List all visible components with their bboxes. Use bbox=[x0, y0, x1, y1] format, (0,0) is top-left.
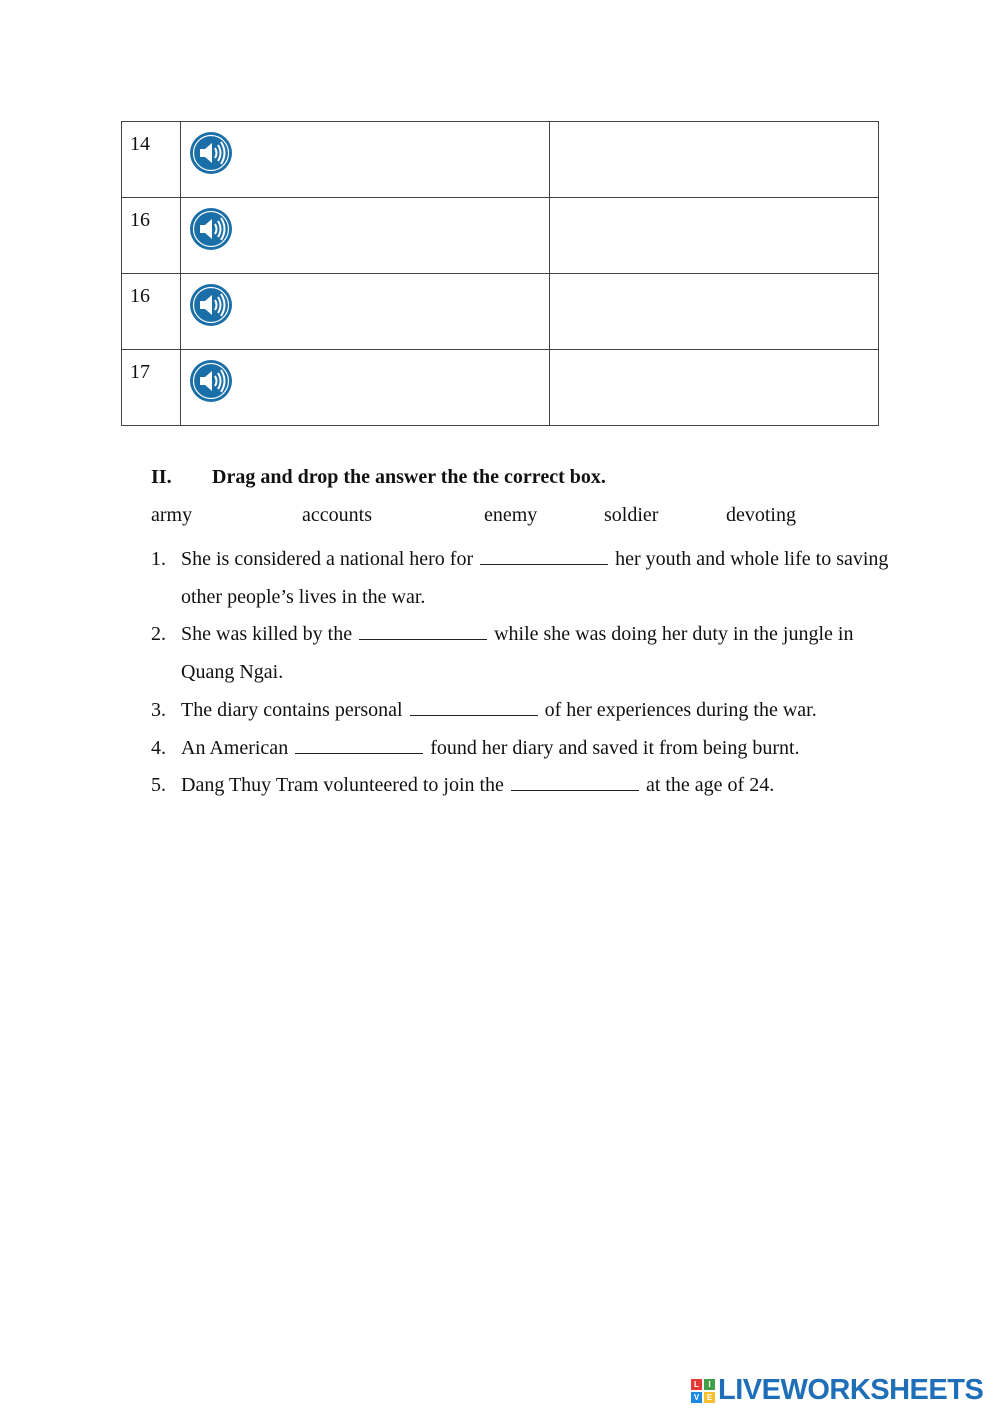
question-item bbox=[151, 692, 891, 730]
section-numeral: II. bbox=[151, 466, 172, 488]
question-text-after: while she was doing her duty in the jungle in Quang Ngai. bbox=[181, 623, 854, 684]
word-chip-enemy[interactable]: enemy bbox=[484, 504, 538, 526]
drop-blank[interactable] bbox=[511, 768, 639, 791]
question-text-after: of her experiences during the war. bbox=[544, 698, 817, 721]
word-chip-soldier[interactable]: soldier bbox=[604, 504, 659, 526]
logo-block: E bbox=[704, 1392, 715, 1403]
liveworksheets-logo bbox=[691, 1374, 983, 1407]
row-number: 17 bbox=[130, 361, 150, 383]
question-item bbox=[151, 616, 891, 691]
question-list bbox=[151, 541, 891, 805]
drop-blank[interactable] bbox=[480, 542, 608, 565]
word-chip-army[interactable]: army bbox=[151, 504, 193, 526]
word-bank bbox=[151, 504, 891, 534]
question-text-before: An American bbox=[181, 736, 289, 759]
answer-box[interactable] bbox=[550, 274, 879, 350]
word-chip-devoting[interactable]: devoting bbox=[726, 504, 796, 526]
speaker-icon[interactable] bbox=[189, 359, 233, 403]
drop-blank[interactable] bbox=[410, 693, 538, 716]
question-text-before: The diary contains personal bbox=[181, 698, 403, 721]
question-text-after: at the age of 24. bbox=[645, 774, 775, 797]
word-chip-accounts[interactable]: accounts bbox=[302, 504, 372, 526]
table-row bbox=[122, 350, 879, 426]
question-text-after: found her diary and saved it from being burnt. bbox=[430, 736, 800, 759]
logo-block: V bbox=[691, 1392, 702, 1403]
logo-blocks bbox=[691, 1379, 715, 1403]
speaker-icon[interactable] bbox=[189, 207, 233, 251]
listening-table bbox=[121, 121, 879, 426]
speaker-icon[interactable] bbox=[189, 131, 233, 175]
answer-box[interactable] bbox=[550, 198, 879, 274]
section-title bbox=[151, 466, 606, 489]
question-number: 4. bbox=[151, 736, 166, 759]
question-text-before: She is considered a national hero for bbox=[181, 548, 474, 570]
question-text-before: Dang Thuy Tram volunteered to join the bbox=[181, 774, 504, 797]
row-number: 16 bbox=[130, 209, 150, 231]
question-item bbox=[151, 767, 891, 805]
question-number: 1. bbox=[151, 548, 166, 570]
question-item bbox=[151, 541, 891, 616]
table-row bbox=[122, 122, 879, 198]
question-item bbox=[151, 730, 891, 768]
question-number: 2. bbox=[151, 623, 166, 646]
logo-block: I bbox=[704, 1379, 715, 1390]
question-text-after: her youth and whole life to saving other people’s lives in the war. bbox=[181, 548, 889, 608]
speaker-icon[interactable] bbox=[189, 283, 233, 327]
question-text-before: She was killed by the bbox=[181, 623, 353, 646]
table-row bbox=[122, 198, 879, 274]
logo-text: LIVEWORKSHEETS bbox=[718, 1374, 984, 1406]
row-number: 16 bbox=[130, 285, 150, 307]
row-number: 14 bbox=[130, 133, 150, 155]
drop-blank[interactable] bbox=[295, 731, 423, 754]
answer-box[interactable] bbox=[550, 122, 879, 198]
logo-block: L bbox=[691, 1379, 702, 1390]
section-instruction: Drag and drop the answer the the correct box. bbox=[212, 466, 606, 488]
drop-blank[interactable] bbox=[359, 617, 487, 640]
table-row bbox=[122, 274, 879, 350]
question-number: 5. bbox=[151, 774, 166, 797]
answer-box[interactable] bbox=[550, 350, 879, 426]
question-number: 3. bbox=[151, 698, 166, 721]
